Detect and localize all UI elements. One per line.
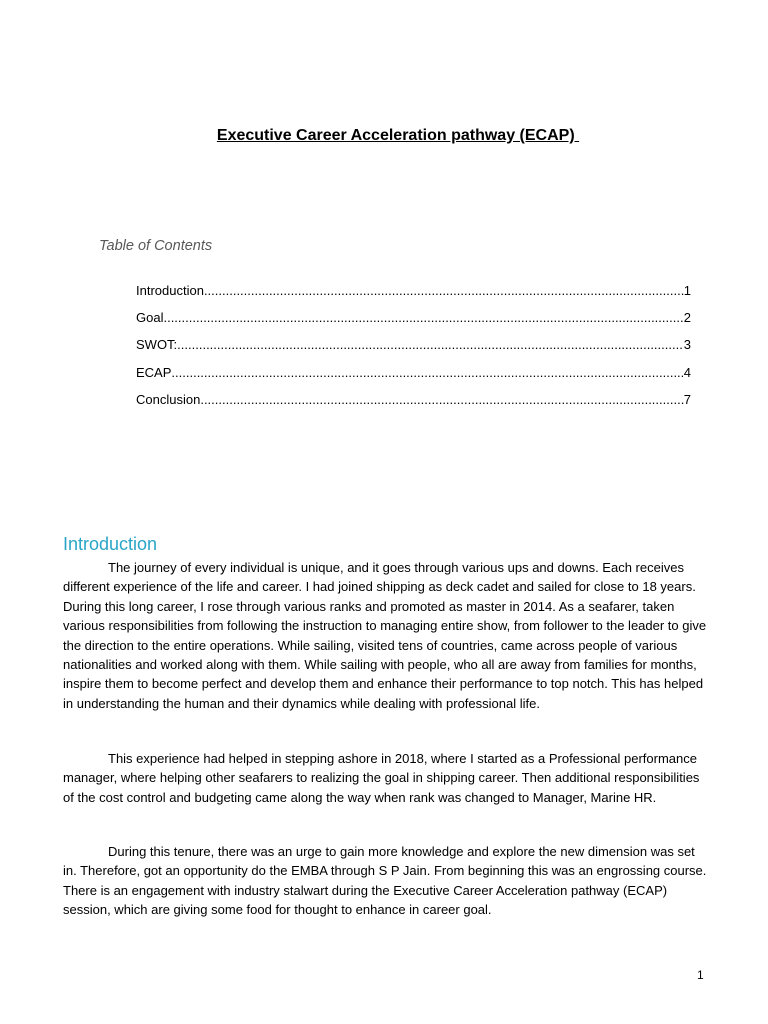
toc-entry-introduction[interactable] (136, 282, 691, 309)
toc-entry-label: Introduction (136, 283, 204, 298)
body-paragraph (63, 558, 711, 713)
toc-entry-label: Conclusion (136, 391, 201, 407)
toc-heading: Table of Contents (99, 238, 213, 254)
toc-entry-label: ECAP (136, 364, 172, 380)
toc-entry-swot[interactable] (136, 336, 691, 363)
toc-dot-leader (171, 364, 683, 382)
paragraph-text: The journey of every individual is unique, and it goes through various ups and downs. Each receives different experience of the life and career. I had joined shipping as deck cadet and sailed for close to 18 years. During this long career, I rose through various ranks and promoted as master in 2014. As a seafarer, taken various responsibilities from following the instruction to managing entire show, from follower to the leader to give the direction to the entire operations. While sailing, visited tens of countries, came across people of various nationalities and worked along with them. While sailing with people, who all are away from families for months, inspire them to become perfect and develop them and enhance their performance to top notch. This has helped in understanding the human and their dynamics while dealing with professional life. (63, 560, 707, 711)
toc-entry-label: SWOT: (136, 337, 178, 353)
body-paragraph (63, 842, 711, 920)
table-of-contents (136, 282, 691, 418)
toc-dot-leader (200, 391, 683, 409)
toc-entry-page: 7 (683, 391, 691, 407)
toc-entry-page: 4 (683, 364, 691, 380)
toc-entry-page: 3 (683, 337, 691, 353)
toc-dot-leader (163, 309, 683, 327)
toc-entry-page: 1 (683, 283, 691, 298)
toc-entry-label: Goal (136, 310, 164, 326)
paragraph-text: During this tenure, there was an urge to gain more knowledge and explore the new dimension was set in. Therefore, got an opportunity do the EMBA through S P Jain. From beginning this was an engrossing course. There is an engagement with industry stalwart during the Executive Career Acceleration pathway (ECAP) session, which are giving some food for thought to enhance in career goal. (63, 844, 707, 918)
section-heading-introduction: Introduction (63, 533, 158, 554)
toc-entry-goal[interactable] (136, 309, 691, 336)
toc-entry-page: 2 (683, 310, 691, 326)
body-paragraph (63, 749, 711, 807)
toc-entry-conclusion[interactable] (136, 391, 691, 418)
toc-entry-ecap[interactable] (136, 364, 691, 391)
page-number: 1 (697, 968, 704, 982)
document-title: Executive Career Acceleration pathway (ECAP) (216, 127, 580, 144)
toc-dot-leader (177, 336, 684, 354)
paragraph-text: This experience had helped in stepping ashore in 2018, where I started as a Professional performance manager, where helping other seafarers to realizing the goal in shipping career. Then additional responsibilities of the cost control and budgeting came along the way when rank was changed to Manager, Marine HR. (63, 751, 700, 805)
toc-dot-leader (204, 282, 684, 300)
